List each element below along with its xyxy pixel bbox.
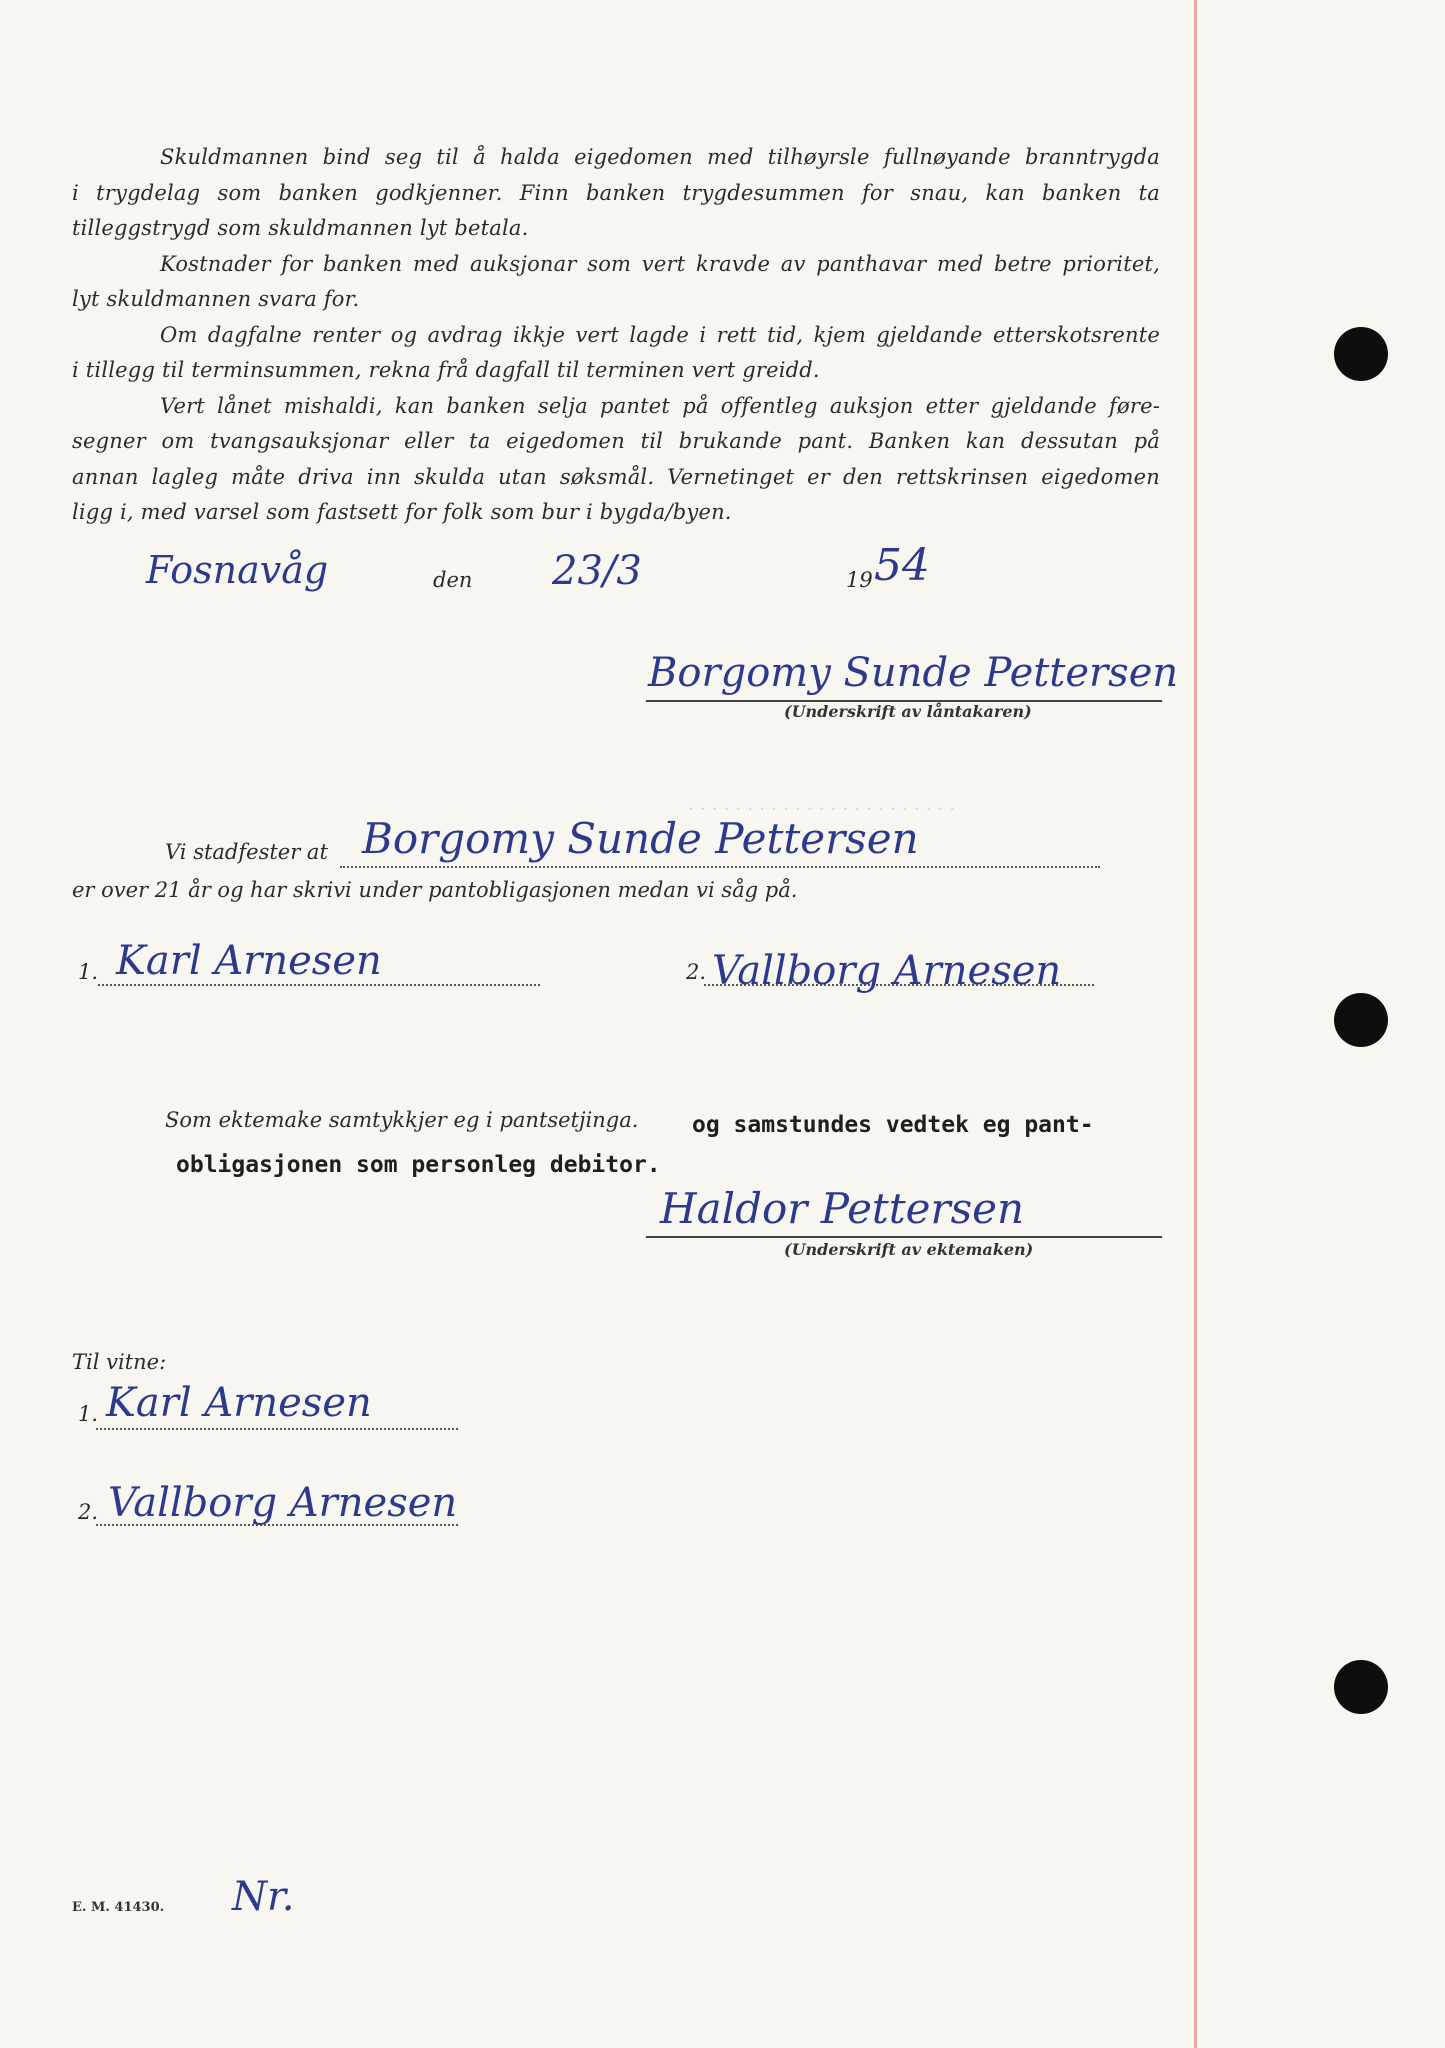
spouse-consent-typed-1: og samstundes vedtek eg pant- (692, 1112, 1094, 1138)
terms-line: segner om tvangsauksjonar eller ta eigedomen til brukande pant. Banken kan dessutan på (72, 429, 1160, 453)
confirmation-name-line (340, 866, 1100, 868)
terms-line: i tillegg til terminsummen, rekna frå dagfall til terminen vert greidd. (72, 358, 820, 382)
terms-line: Kostnader for banken med auksjonar som vert kravde av panthavar med betre prioritet, (160, 251, 1160, 276)
year-printed: 19 (846, 568, 873, 592)
witness-number-1: 1. (78, 960, 99, 984)
witness-number-2: 2. (686, 960, 707, 984)
witness-line-1 (98, 984, 540, 986)
terms-line: tilleggstrygd som skuldmannen lyt betala. (72, 216, 529, 240)
confirmation-signature: Borgomy Sunde Pettersen (362, 814, 919, 863)
terms-line: lyt skuldmannen svara for. (72, 287, 360, 311)
spouse-signature-line (646, 1236, 1162, 1238)
borrower-caption: (Underskrift av låntakaren) (784, 702, 1032, 721)
punch-hole-bottom (1334, 1660, 1388, 1714)
terms-line: annan lagleg måte driva inn skulda utan søksmål. Vernetinget er den rettskrinsen eigedomen (72, 464, 1160, 489)
witness-signature-2: Vallborg Arnesen (712, 948, 1062, 994)
bleed-through-text: . . . . . . . . . . . . . . . . . . . . . . . (687, 795, 956, 815)
date-handwritten: 23/3 (552, 548, 642, 594)
loan-terms (72, 140, 1160, 531)
spouse-consent-printed: Som ektemake samtykkjer eg i pantsetjinga. (165, 1108, 639, 1132)
witness-bottom-signature-1: Karl Arnesen (106, 1380, 372, 1426)
place-handwritten: Fosnavåg (146, 548, 329, 592)
witness-signature-1: Karl Arnesen (116, 938, 382, 984)
terms-line: Om dagfalne renter og avdrag ikkje vert lagde i rett tid, kjem gjeldande etterskotsrente (160, 322, 1160, 347)
punch-hole-middle (1334, 993, 1388, 1047)
witness-bottom-number-1: 1. (78, 1402, 99, 1426)
den-label: den (433, 568, 473, 592)
confirmation-statement: er over 21 år og har skrivi under pantobligasjonen medan vi såg på. (72, 878, 798, 902)
year-handwritten: 54 (874, 540, 930, 591)
witness-bottom-line-1 (96, 1428, 458, 1430)
terms-line: i trygdelag som banken godkjenner. Finn banken trygdesummen for snau, kan banken ta (72, 180, 1160, 205)
witness-bottom-number-2: 2. (78, 1500, 99, 1524)
initials-handwritten: Nr. (232, 1874, 295, 1920)
punch-hole-top (1334, 327, 1388, 381)
terms-line: Skuldmannen bind seg til å halda eigedomen med tilhøyrsle fullnøyande branntrygda (160, 145, 1160, 169)
terms-line: ligg i, med varsel som fastsett for folk som bur i bygda/byen. (72, 500, 732, 524)
witnesses-label: Til vitne: (72, 1350, 167, 1374)
spouse-consent-typed-2: obligasjonen som personleg debitor. (176, 1152, 661, 1178)
terms-line: Vert lånet mishaldi, kan banken selja pantet på offentleg auksjon etter gjeldande føre- (160, 393, 1160, 418)
spouse-caption: (Underskrift av ektemaken) (784, 1240, 1034, 1259)
spouse-signature: Haldor Pettersen (660, 1184, 1025, 1233)
margin-rule (1194, 0, 1197, 2048)
witness-bottom-signature-2: Vallborg Arnesen (108, 1480, 458, 1526)
confirmation-prefix: Vi stadfester at (165, 840, 328, 864)
form-number: E. M. 41430. (72, 1900, 165, 1915)
borrower-signature: Borgomy Sunde Pettersen (648, 650, 1179, 696)
